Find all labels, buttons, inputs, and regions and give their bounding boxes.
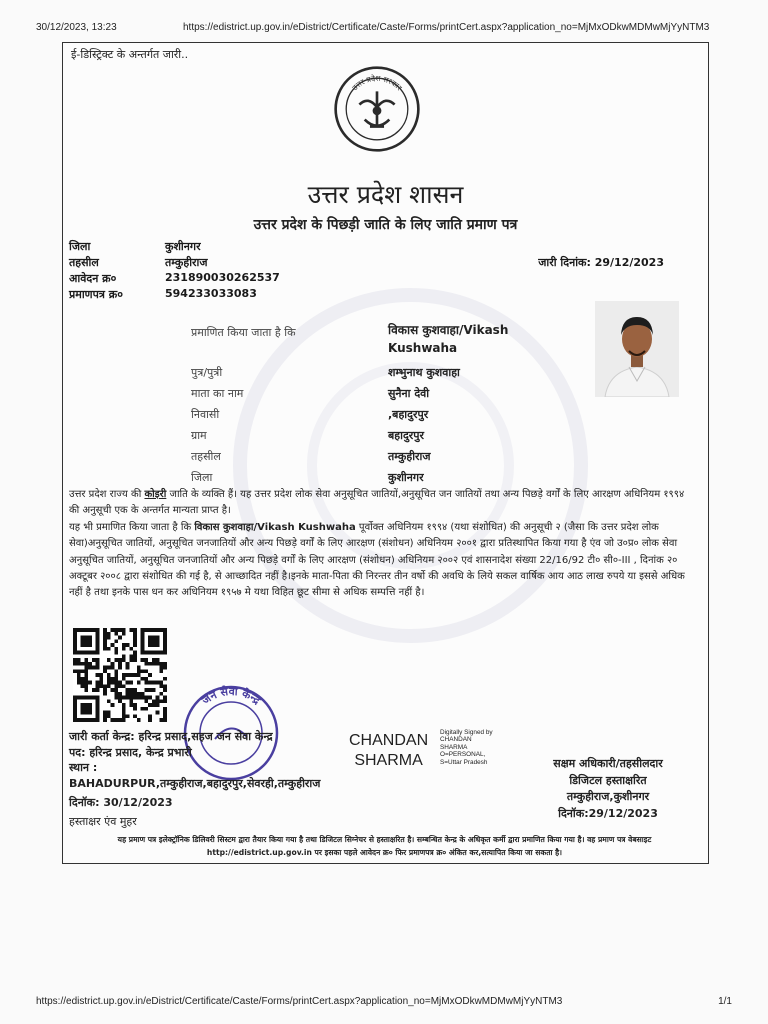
certification-paragraph: यह भी प्रमाणित किया जाता है कि विकास कुशवाहा/Vikash Kushwaha पूर्वोक्त अधिनियम १९९४ (यथा संशोधित) की अनुसूची २ (जैसा कि उत्तर प्रदेश लोक सेवा)अनुसूचित जातियों, अनुसूचित जनजातियों और अन्य पिछड़े वर्गों के लिए आरक्षण (संशोधन) अधिनियम २००१ द्वारा प्रतिस्थापित किया गया है एंव जो उ०प्र० लोक सेवा अनुसूचित जातियों, अनुसूचित जनजातियों और अन्य पिछड़े वर्गों के लिए आरक्षण (संशोधन) अधिनियम २००२ एवं शासनादेश संख्या 22/16/92 टी० सी०-III , दिनांक २० अक्टूबर २००८ द्वारा संशोधित की गई है, से आच्छादित नहीं है।इनके माता-पिता की निरन्तर तीन वर्षो की अवधि के लिये सकल वार्षिक आय आठ लाख रुपये या इससे अधिक नहीं है तथा इनके पास धन कर अधिनियम १९५७ मे यथा विहित छूट सीमा से अधिक सम्पत्ति नहीं है। <box>69 522 685 599</box>
signature-label: हस्ताक्षर एंव मुहर <box>69 814 137 828</box>
page-number: 1/1 <box>718 996 732 1007</box>
caste-certificate <box>62 42 709 864</box>
officer-digital-signed: डिजिटल हस्ताक्षरित <box>569 773 647 787</box>
seal-text: जन सेवा केन्द्र <box>199 684 263 708</box>
certified-person-name: विकास कुशवाहा/Vikash Kushwaha <box>194 522 356 533</box>
certified-details <box>191 321 548 491</box>
certified-name-row: प्रमाणित किया जाता है कि विकास कुशवाहा/Vikash Kushwaha <box>191 323 509 355</box>
under-edistrict-note: ई-डिस्ट्रिक्ट के अन्तर्गत जारी.. <box>71 48 189 61</box>
footer-url[interactable]: https://edistrict.up.gov.in/eDistrict/Certificate/Caste/Forms/printCert.aspx?application_no=MjMxODkwMDMwMjYyNTM3 <box>36 996 563 1007</box>
emblem-text: उत्तर प्रदेश सरकार <box>350 73 404 93</box>
state-government-title: उत्तर प्रदेश शासन <box>307 180 464 209</box>
verification-footnote: यह प्रमाण पत्र इलेक्ट्रॉनिक डिलिवरी सिस्टम द्वारा तैयार किया गया है तथा डिजिटल सिग्नेचर से हस्ताक्षरित है। सम्बन्धित केन्द्र के अधिकृत कर्मी द्वारा प्रमाणित किया गया है। वह प्रमाण पत्र वेबसाइट http://edistrict.up.gov.in पर इसका पहले आवेदन क्र० फिर प्रमाणपत्र क्र० अंकित कर,सत्यापित किया जा सकता है। <box>117 835 652 857</box>
certified-tehsil-row: तहसील तम्कुहीराज <box>191 450 431 463</box>
digital-signer-name: CHANDAN SHARMA <box>349 732 429 769</box>
certified-resident-row: निवासी ,बहादुरपुर <box>191 408 429 421</box>
certified-parent-row: पुत्र/पुत्री शम्भुनाथ कुशवाहा <box>191 366 460 379</box>
issue-date: जारी दिनांक: 29/12/2023 <box>538 256 664 269</box>
svg-text:जन सेवा केन्द्र <box>199 684 264 708</box>
competent-officer-block <box>523 756 693 822</box>
caste-name: कोइरी <box>144 489 167 500</box>
verification-qr-code[interactable] <box>73 628 167 722</box>
officer-place: तम्कुहीराज,कुशीनगर <box>566 790 650 803</box>
caste-paragraph: उत्तर प्रदेश राज्य की कोइरी जाति के व्यक्ति हैं। यह उत्तर प्रदेश लोक सेवा अनुसूचित जातियों,अनुसूचित जन जातियों तथा अन्य पिछड़े वर्गों के लिए आरक्षण अधिनियम १९९४ की अनुसूची एक के अन्तर्गत मान्यता प्राप्त है। <box>69 489 685 517</box>
issue-place: BAHADURPUR,तम्कुहीराज,बहादुरपुर,सेवरही,तम्कुहीराज <box>69 776 321 790</box>
place-label: स्थान : <box>69 761 98 774</box>
applicant-photo <box>595 301 679 397</box>
print-timestamp: 30/12/2023, 13:23 <box>36 22 117 33</box>
certified-village-row: ग्राम बहादुरपुर <box>191 429 425 442</box>
certificate-meta <box>69 239 325 303</box>
certified-mother-row: माता का नाम सुनैना देवी <box>191 387 430 400</box>
issuer-date: दिनॉक: 30/12/2023 <box>69 796 173 809</box>
certificate-title: उत्तर प्रदेश के पिछड़ी जाति के लिए जाति प्रमाण पत्र <box>253 217 518 233</box>
svg-text:उत्तर प्रदेश सरकार <box>350 74 404 93</box>
print-url[interactable]: https://edistrict.up.gov.in/eDistrict/Certificate/Caste/Forms/printCert.aspx?application_no=MjMxODkwMDMwMjYyNTM3 <box>183 22 710 33</box>
meta-row-district: जिला कुशीनगर <box>69 240 201 253</box>
up-government-emblem-icon <box>333 65 421 153</box>
certified-district-row: जिला कुशीनगर <box>191 471 424 484</box>
officer-date: दिनॉक:29/12/2023 <box>558 806 658 820</box>
officer-title: सक्षम अधिकारी/तहसीलदार <box>553 757 663 770</box>
digital-signature-details: Digitally Signed by CHANDAN SHARMA O=PERSONAL, S=Uttar Pradesh <box>440 729 493 766</box>
meta-row-application-no: आवेदन क्र० 231890030262537 <box>69 271 280 285</box>
issuing-center: जारी कर्ता केन्द्र: हरिन्द्र प्रसाद,सहज जन सेवा केन्द्र <box>69 730 273 743</box>
meta-row-certificate-no: प्रमाणपत्र क्र० 594233033083 <box>69 287 257 301</box>
issuer-post: पद: हरिन्द्र प्रसाद, केन्द्र प्रभारी <box>69 745 192 759</box>
issuing-center-block <box>69 729 320 829</box>
meta-row-tehsil: तहसील तम्कुहीराज <box>69 256 208 269</box>
